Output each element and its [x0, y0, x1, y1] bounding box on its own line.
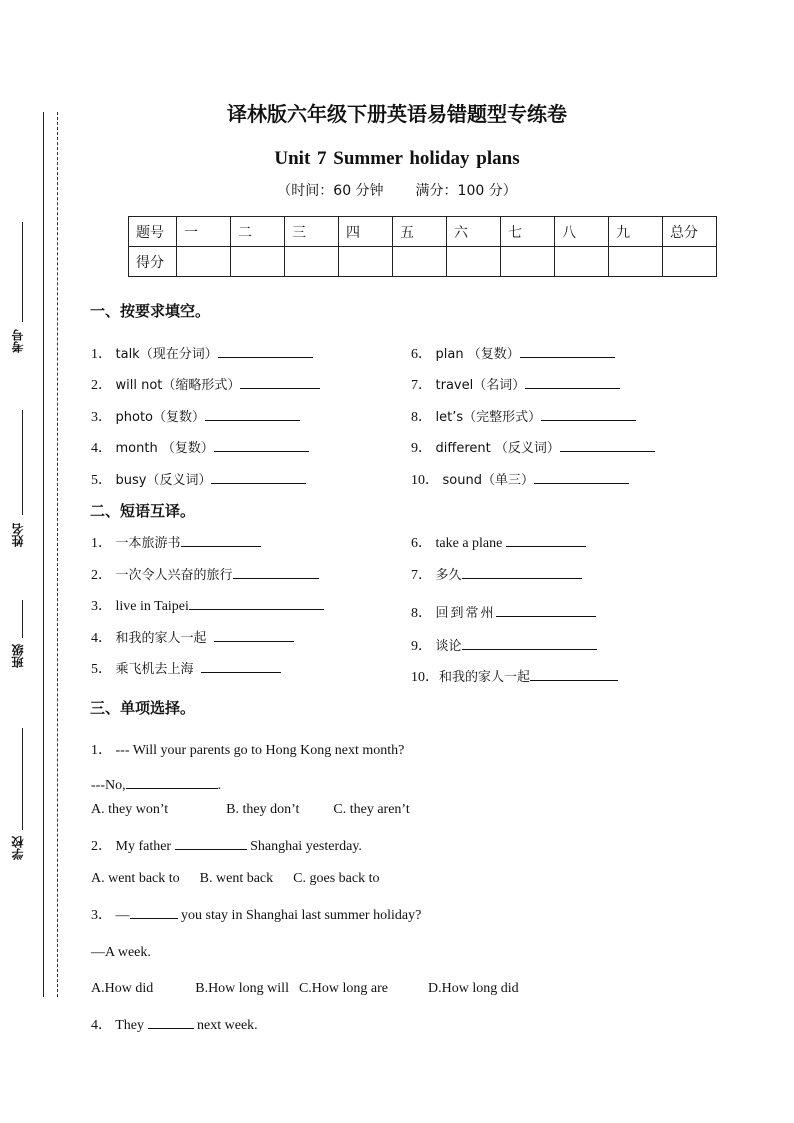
- question-number: 10．: [411, 670, 439, 685]
- s1-question-1: [91, 343, 313, 363]
- question-number: 9．: [411, 441, 432, 456]
- s1-question-4: [91, 437, 309, 457]
- s1-question-3: [91, 406, 300, 426]
- s2-question-5: [91, 658, 281, 678]
- s1-question-6: [411, 343, 615, 363]
- section-3-heading: 三、单项选择。: [90, 699, 196, 717]
- s2-question-9: [411, 635, 597, 655]
- class-blank[interactable]: [22, 600, 23, 638]
- question-number: 1．: [91, 347, 112, 362]
- answer-blank[interactable]: [126, 775, 218, 789]
- side-label-school: 学校: [11, 836, 25, 860]
- question-text: 多久: [435, 568, 462, 583]
- option-c[interactable]: C.How long are: [298, 981, 389, 996]
- score-cell[interactable]: [609, 247, 663, 277]
- answer-suffix: .: [217, 778, 222, 793]
- unit-subtitle: Unit 7 Summer holiday plans: [274, 148, 520, 169]
- question-number: 1．: [91, 743, 112, 758]
- question-number: 7．: [411, 568, 432, 583]
- question-number: 4．: [91, 631, 112, 646]
- s1-question-5: [91, 469, 306, 489]
- option-b[interactable]: B. they don’t: [226, 802, 300, 817]
- question-text: different （反义词）: [435, 441, 560, 456]
- question-text: My father: [115, 839, 172, 854]
- answer-blank[interactable]: [211, 470, 306, 484]
- s1-question-2: [91, 374, 320, 394]
- question-text: 和我的家人一起: [115, 631, 207, 646]
- question-text: month （复数）: [115, 441, 214, 456]
- answer-blank[interactable]: [181, 533, 261, 547]
- question-number: 10．: [411, 473, 439, 488]
- full-marks: 满分：100 分）: [415, 183, 517, 199]
- question-number: 4．: [91, 441, 112, 456]
- answer-blank[interactable]: [240, 375, 320, 389]
- question-text: --- Will your parents go to Hong Kong next month?: [115, 743, 405, 758]
- question-number: 7．: [411, 378, 432, 393]
- question-number: 2．: [91, 378, 112, 393]
- time-limit: （时间：60 分钟: [277, 183, 384, 199]
- answer-blank[interactable]: [130, 905, 178, 919]
- s3-question-4: [91, 1014, 258, 1034]
- score-cell[interactable]: [555, 247, 609, 277]
- question-number: 2．: [91, 839, 112, 854]
- question-number: 6．: [411, 347, 432, 362]
- header-cell: 八: [555, 217, 609, 247]
- header-cell: 五: [393, 217, 447, 247]
- binding-margin-dashed-line: [57, 112, 58, 997]
- score-cell[interactable]: [501, 247, 555, 277]
- question-text: Shanghai yesterday.: [250, 839, 362, 854]
- answer-blank[interactable]: [233, 565, 319, 579]
- question-text: They: [115, 1018, 145, 1033]
- header-cell: 题号: [129, 217, 177, 247]
- question-text: 乘飞机去上海: [115, 662, 194, 677]
- s1-question-8: [411, 406, 636, 426]
- header-cell: 二: [231, 217, 285, 247]
- answer-blank[interactable]: [496, 603, 596, 617]
- s1-question-10: [411, 469, 629, 489]
- school-blank[interactable]: [22, 728, 23, 830]
- answer-blank[interactable]: [214, 628, 294, 642]
- question-text: 回到常州: [435, 606, 496, 621]
- option-a[interactable]: A. went back to: [91, 871, 180, 886]
- question-text: live in Taipei: [115, 599, 189, 614]
- answer-blank[interactable]: [534, 470, 629, 484]
- s3-q1-options: [91, 802, 410, 818]
- score-cell[interactable]: [393, 247, 447, 277]
- question-number: 9．: [411, 639, 432, 654]
- s1-question-9: [411, 437, 655, 457]
- question-text: photo（复数）: [115, 410, 205, 425]
- s2-question-7: [411, 564, 582, 584]
- score-cell[interactable]: [285, 247, 339, 277]
- answer-blank[interactable]: [189, 596, 324, 610]
- header-cell: 七: [501, 217, 555, 247]
- s2-question-3: [91, 595, 324, 615]
- question-text: sound（单三）: [442, 473, 534, 488]
- score-table-header-row: [129, 217, 717, 247]
- s3-q3-options: [91, 981, 519, 997]
- question-text: 一本旅游书: [115, 536, 181, 551]
- answer-blank[interactable]: [462, 636, 597, 650]
- question-text: —: [115, 908, 130, 923]
- option-c[interactable]: C. they aren’t: [333, 802, 410, 817]
- s2-question-1: [91, 532, 261, 552]
- answer-blank[interactable]: [148, 1015, 194, 1029]
- question-number: 4．: [91, 1018, 112, 1033]
- question-number: 1．: [91, 536, 112, 551]
- option-d[interactable]: D.How long did: [428, 981, 519, 996]
- question-number: 2．: [91, 568, 112, 583]
- option-c[interactable]: C. goes back to: [293, 871, 380, 886]
- question-number: 8．: [411, 606, 432, 621]
- side-label-class: 班级: [11, 644, 25, 668]
- header-cell: 三: [285, 217, 339, 247]
- answer-blank[interactable]: [175, 836, 247, 850]
- answer-blank[interactable]: [462, 565, 582, 579]
- s3-q1-answer-line: [91, 775, 221, 794]
- header-cell: 六: [447, 217, 501, 247]
- answer-blank[interactable]: [201, 659, 281, 673]
- exam-info: [0, 180, 794, 200]
- option-a[interactable]: A.How did: [91, 981, 154, 996]
- page-title: 译林版六年级下册英语易错题型专练卷: [227, 102, 567, 126]
- binding-margin-solid-line: [43, 112, 44, 997]
- question-text: you stay in Shanghai last summer holiday?: [181, 908, 422, 923]
- question-text: let’s（完整形式）: [435, 410, 542, 425]
- question-number: 5．: [91, 473, 112, 488]
- question-number: 3．: [91, 410, 112, 425]
- answer-blank[interactable]: [525, 375, 620, 389]
- side-label-name: 姓名: [11, 523, 25, 547]
- s2-question-4: [91, 627, 294, 647]
- question-text: 谈论: [435, 639, 462, 654]
- question-text: will not（缩略形式）: [115, 378, 241, 393]
- question-text: talk（现在分词）: [115, 347, 218, 362]
- score-cell[interactable]: [663, 247, 717, 277]
- answer-prefix: ---No,: [91, 778, 126, 793]
- header-cell: 总分: [663, 217, 717, 247]
- answer-blank[interactable]: [560, 438, 655, 452]
- question-text: take a plane: [435, 536, 503, 551]
- answer-blank[interactable]: [530, 667, 618, 681]
- question-text: 和我的家人一起: [439, 670, 531, 685]
- question-text: travel（名词）: [435, 378, 526, 393]
- answer-blank[interactable]: [541, 407, 636, 421]
- score-row-label: 得分: [129, 247, 177, 277]
- question-number: 6．: [411, 536, 432, 551]
- s1-question-7: [411, 374, 620, 394]
- score-cell[interactable]: [339, 247, 393, 277]
- s2-question-2: [91, 564, 319, 584]
- question-number: 3．: [91, 908, 112, 923]
- question-number: 8．: [411, 410, 432, 425]
- score-cell[interactable]: [177, 247, 231, 277]
- s2-question-10: [411, 666, 618, 686]
- s3-q3-answer: —A week.: [91, 945, 151, 960]
- header-cell: 一: [177, 217, 231, 247]
- answer-blank[interactable]: [214, 438, 309, 452]
- s3-q2-options: [91, 871, 379, 887]
- exam-id-blank[interactable]: [22, 222, 23, 322]
- s3-question-2: [91, 835, 362, 855]
- header-cell: 四: [339, 217, 393, 247]
- name-blank[interactable]: [22, 410, 23, 515]
- answer-blank[interactable]: [205, 407, 300, 421]
- question-text: plan （复数）: [435, 347, 520, 362]
- s2-question-6: [411, 532, 586, 552]
- question-number: 3．: [91, 599, 112, 614]
- question-number: 5．: [91, 662, 112, 677]
- side-label-exam-id: 考号: [11, 329, 25, 353]
- score-table: [128, 216, 717, 277]
- score-cell[interactable]: [231, 247, 285, 277]
- question-text: busy（反义词）: [115, 473, 212, 488]
- section-2-heading: 二、短语互译。: [90, 502, 196, 520]
- question-text: next week.: [197, 1018, 258, 1033]
- s2-question-8: [411, 602, 596, 622]
- option-b[interactable]: B.How long will: [195, 981, 289, 996]
- option-a[interactable]: A. they won’t: [91, 802, 169, 817]
- s3-question-1: [91, 739, 404, 759]
- question-text: 一次令人兴奋的旅行: [115, 568, 233, 583]
- answer-blank[interactable]: [506, 533, 586, 547]
- option-b[interactable]: B. went back: [199, 871, 274, 886]
- header-cell: 九: [609, 217, 663, 247]
- s3-question-3: [91, 904, 421, 924]
- section-1-heading: 一、按要求填空。: [90, 302, 211, 320]
- answer-blank[interactable]: [218, 344, 313, 358]
- answer-blank[interactable]: [520, 344, 615, 358]
- score-table-score-row: [129, 247, 717, 277]
- score-cell[interactable]: [447, 247, 501, 277]
